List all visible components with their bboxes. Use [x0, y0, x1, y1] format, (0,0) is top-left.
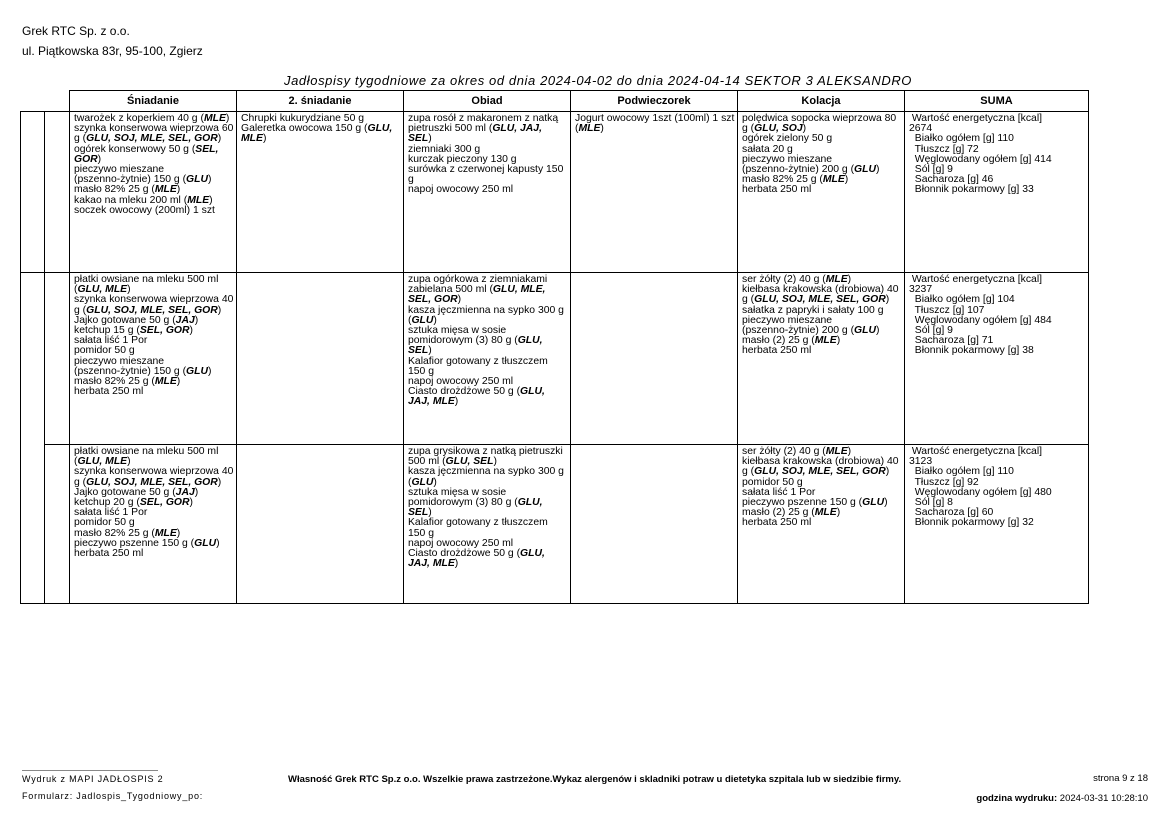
meal-line	[74, 387, 232, 397]
company-name: Grek RTC Sp. z o.o.	[22, 24, 130, 38]
meal-text: )	[225, 113, 230, 124]
meal-line	[74, 549, 232, 559]
nutrition-line: Węglowodany ogółem [g] 484	[909, 314, 1052, 326]
meal-cell	[571, 273, 738, 445]
allergen-code: MLE	[578, 123, 601, 135]
meal-cell	[70, 445, 237, 604]
meal-text: )	[600, 123, 604, 135]
allergen-code: GLU	[862, 497, 885, 509]
allergen-code: MLE	[241, 133, 263, 145]
meal-text: )	[802, 123, 807, 135]
meal-text: kiełbasa krakowska (drobiowa) 40	[742, 456, 899, 468]
meal-text: sztuka mięsa w sosie	[408, 325, 507, 337]
meal-text: napoj owocowy 250 ml	[408, 184, 514, 196]
meal-text: pieczywo mieszane	[742, 153, 833, 165]
meal-text: ketchup 20 g (	[74, 497, 140, 509]
meal-text: herbata 250 ml	[74, 386, 144, 398]
meal-text: )	[176, 184, 181, 196]
allergen-code: GLU, SOJ, MLE, SEL, GOR	[86, 133, 218, 145]
allergen-code: SEL, GOR	[408, 294, 458, 306]
nutrition-line: 2674	[909, 123, 933, 135]
allergen-code: GLU, SOJ, MLE, SEL, GOR	[86, 304, 218, 316]
meal-text: zupa ogórkowa z ziemniakami	[408, 274, 548, 285]
meal-line	[575, 124, 733, 134]
meal-text: sałata liść 1 Por	[74, 335, 148, 347]
meal-text: zabielana 500 ml (	[408, 284, 493, 296]
meal-text: herbata 250 ml	[742, 184, 812, 196]
nutrition-line: Tłuszcz [g] 107	[909, 304, 985, 316]
meal-text: sałata liść 1 Por	[74, 507, 148, 519]
allergen-code: GLU	[186, 365, 208, 377]
meal-text: )	[875, 325, 880, 337]
meal-cell	[70, 112, 237, 273]
meal-text: napoj owocowy 250 ml	[408, 537, 514, 549]
meal-text: )	[176, 376, 181, 388]
meal-text: (	[575, 123, 579, 135]
meal-text: g (	[74, 133, 87, 145]
allergen-code: GLU	[186, 174, 208, 186]
footer-ownership-note: Własność Grek RTC Sp.z o.o. Wszelkie prawa zastrzeżone.Wykaz alergenów i skladniki potraw u dietetyka szpitala lub w siedzibie firmy.	[288, 774, 902, 785]
allergen-code: GOR	[74, 153, 98, 165]
meal-cell	[237, 445, 404, 604]
meal-text: )	[262, 133, 267, 145]
nutrition-line: Błonnik pokarmowy [g] 38	[909, 345, 1034, 357]
allergen-code: GLU,	[520, 386, 545, 398]
meal-text: Ciasto drożdżowe 50 g (	[408, 548, 521, 560]
meal-text: )	[875, 164, 880, 176]
meal-cell	[404, 273, 571, 445]
meal-text: Kalafior gotowany z tłuszczem	[408, 517, 548, 529]
meal-text: polędwica sopocka wieprzowa 80	[742, 113, 897, 124]
meal-text: szynka konserwowa wieprzowa 40	[74, 294, 234, 306]
meal-text: płatki owsiane na mleku 500 ml	[74, 446, 219, 457]
allergen-code: JAJ	[175, 314, 195, 326]
print-time: 2024-03-31 10:28:10	[1059, 793, 1148, 804]
allergen-code: SEL, GOR	[139, 497, 190, 509]
sum-cell	[905, 112, 1089, 273]
col-header-podwieczorek: Podwieczorek	[571, 91, 738, 112]
col-header-obiad: Obiad	[404, 91, 571, 112]
meal-text: sałatka z papryki i sałaty 100 g	[742, 304, 884, 316]
nutrition-line: Białko ogółem [g] 110	[909, 466, 1014, 478]
meal-text: )	[885, 294, 890, 306]
allergen-code: JAJ, MLE	[408, 396, 455, 408]
meal-line	[742, 185, 900, 195]
meal-text: pieczywo mieszane	[742, 314, 833, 326]
meal-text: g (	[742, 294, 755, 306]
meal-text: ogórek konserwowy 50 g (	[74, 143, 196, 155]
meal-text: )	[836, 507, 841, 519]
meal-cell	[738, 112, 905, 273]
nutrition-line: Sacharoza [g] 60	[909, 507, 994, 519]
nutrition-line: Węglowodany ogółem [g] 480	[909, 486, 1052, 498]
allergen-code: JAJ, MLE	[408, 558, 455, 570]
meal-cell	[237, 112, 404, 273]
allergen-code: GLU,	[517, 335, 543, 347]
nutrition-line: Sól [g] 8	[909, 497, 953, 509]
meal-text: g (	[742, 466, 755, 478]
nutrition-line: Węglowodany ogółem [g] 414	[909, 153, 1052, 165]
meal-text: (pszenno-żytnie) 200 g (	[742, 325, 855, 337]
diet-group-cell	[45, 273, 70, 445]
company-address: ul. Piątkowska 83r, 95-100, Zgierz	[22, 44, 203, 58]
meal-text: )	[454, 396, 459, 408]
nutrition-line: Błonnik pokarmowy [g] 33	[909, 184, 1034, 196]
meal-text: surówka z czerwonej kapusty 150	[408, 164, 564, 176]
meal-line	[241, 134, 399, 144]
meal-text: szynka konserwowa wieprzowa 40	[74, 466, 234, 478]
meal-line	[408, 185, 566, 195]
meal-text: )	[194, 486, 199, 498]
sum-cell	[905, 273, 1089, 445]
meal-text: zupa rosół z makaronem z natką	[408, 113, 559, 124]
meal-text: g (	[74, 476, 87, 488]
footer-print-source: Wydruk z MAPI JADŁOSPIS 2	[22, 774, 164, 784]
meal-text: 150 g	[408, 365, 435, 377]
col-header-2-sniadanie: 2. śniadanie	[237, 91, 404, 112]
meal-text: pomidor 50 g	[74, 517, 135, 529]
meal-text: )	[433, 476, 437, 488]
allergen-code: GLU, MLE	[77, 456, 128, 468]
meal-cell	[237, 273, 404, 445]
meal-text: napoj owocowy 250 ml	[408, 376, 514, 388]
allergen-code: MLE	[154, 527, 177, 539]
sum-cell	[905, 445, 1089, 604]
footer-rule	[22, 770, 158, 771]
meal-cell	[404, 445, 571, 604]
meal-text: )	[217, 304, 222, 316]
meal-text: Chrupki kukurydziane 50 g	[241, 113, 365, 124]
allergen-code: GLU, SEL	[445, 456, 494, 468]
meal-text: )	[217, 476, 222, 488]
meal-text: )	[428, 507, 432, 519]
allergen-code: GLU, SOJ, MLE, SEL, GOR	[86, 476, 218, 488]
allergen-code: GLU	[411, 314, 434, 326]
meal-text: )	[127, 284, 131, 296]
meal-line	[408, 559, 566, 569]
meal-line	[408, 336, 566, 346]
meal-cell	[571, 445, 738, 604]
meal-line	[408, 124, 566, 134]
allergen-code: JAJ	[175, 486, 195, 498]
meal-text: szynka konserwowa wieprzowa 60	[74, 123, 234, 135]
allergen-code: GLU, SOJ, MLE, SEL, GOR	[754, 294, 886, 306]
meal-text: g	[408, 174, 414, 186]
allergen-code: GLU, JAJ,	[492, 123, 542, 135]
allergen-code: GLU,	[520, 548, 545, 560]
page-number: strona 9 z 18	[1093, 773, 1148, 784]
meal-text: ser żółty (2) 40 g (	[742, 446, 826, 457]
meal-text: sztuka mięsa w sosie	[408, 486, 507, 498]
meal-text: g (	[74, 304, 87, 316]
meal-text: )	[127, 456, 131, 468]
meal-line	[408, 397, 566, 407]
nutrition-line: 3237	[909, 284, 933, 296]
meal-text: płatki owsiane na mleku 500 ml	[74, 274, 219, 285]
allergen-code: GLU, SOJ, MLE, SEL, GOR	[754, 466, 886, 478]
meal-text: pomidorowym (3) 80 g (	[408, 335, 518, 347]
meal-text: masło (2) 25 g (	[742, 335, 815, 347]
meal-text: pieczywo mieszane	[74, 164, 165, 176]
meal-text: (pszenno-żytnie) 150 g (	[74, 365, 187, 377]
meal-text: masło (2) 25 g (	[742, 507, 815, 519]
menu-row	[21, 445, 1089, 604]
meal-text: twarożek z koperkiem 40 g (	[74, 113, 204, 124]
diet-group-cell	[45, 445, 70, 604]
document-title: Jadłospisy tygodniowe za okres od dnia 2024-04-02 do dnia 2024-04-14 SEKTOR 3 ALEKSANDRO	[284, 73, 913, 88]
meal-text: )	[836, 335, 841, 347]
col-header-kolacja: Kolacja	[738, 91, 905, 112]
meal-line	[408, 165, 566, 175]
meal-text: (	[74, 284, 78, 296]
allergen-code: GLU,	[517, 497, 543, 509]
meal-cell	[738, 445, 905, 604]
allergen-code: GLU, MLE	[77, 284, 128, 296]
allergen-code: MLE	[814, 335, 837, 347]
nutrition-line: Wartość energetyczna [kcal]	[909, 446, 1043, 457]
meal-text: )	[884, 497, 888, 509]
meal-cell	[738, 273, 905, 445]
meal-text: )	[844, 174, 849, 186]
meal-text: masło 82% 25 g (	[74, 184, 155, 196]
allergen-code: MLE	[187, 194, 210, 206]
meal-text: )	[847, 274, 852, 285]
weekly-menu-table	[20, 90, 1089, 604]
meal-text: sałata 20 g	[742, 143, 793, 155]
allergen-code: SEL	[408, 507, 429, 519]
header-blank	[21, 91, 70, 112]
diet-group-cell	[45, 112, 70, 273]
nutrition-line: Wartość energetyczna [kcal]	[909, 274, 1043, 285]
meal-text: kurczak pieczony 130 g	[408, 153, 517, 165]
nutrition-line: Sól [g] 9	[909, 325, 953, 337]
meal-text: pomidor 50 g	[74, 345, 135, 357]
meal-text: (pszenno-żytnie) 200 g (	[742, 164, 855, 176]
col-header-sniadanie: Śniadanie	[70, 91, 237, 112]
meal-text: )	[428, 133, 432, 145]
meal-text: masło 82% 25 g (	[74, 527, 155, 539]
meal-text: Jajko gotowane 50 g (	[74, 486, 176, 498]
meal-text: Jajko gotowane 50 g (	[74, 314, 176, 326]
meal-text: (	[408, 314, 412, 326]
meal-text: soczek owocowy (200ml) 1 szt	[74, 204, 215, 216]
nutrition-line: Białko ogółem [g] 104	[909, 294, 1015, 306]
footer-form-name: Formularz: Jadlospis_Tygodniowy_po:	[22, 791, 204, 801]
meal-text: (pszenno-żytnie) 150 g (	[74, 174, 187, 186]
nutrition-line: 3123	[909, 456, 933, 468]
day-date-cell	[21, 112, 45, 273]
allergen-code: MLE	[822, 174, 845, 186]
meal-text: pieczywo mieszane	[74, 355, 165, 367]
meal-text: )	[189, 325, 193, 337]
nutrition-line: Białko ogółem [g] 110	[909, 133, 1014, 145]
meal-text: kasza jęczmienna na sypko 300 g	[408, 466, 564, 478]
meal-line	[742, 518, 900, 528]
allergen-code: SEL,	[195, 143, 219, 155]
menu-row	[21, 273, 1089, 445]
meal-text: )	[176, 527, 181, 539]
allergen-code: GLU	[854, 325, 876, 337]
meal-text: )	[217, 133, 222, 145]
print-timestamp	[976, 793, 1148, 804]
meal-text: pieczywo pszenne 150 g (	[742, 497, 863, 509]
meal-text: (	[74, 456, 78, 468]
menu-row	[21, 112, 1089, 273]
meal-text: )	[97, 153, 102, 165]
meal-text: )	[428, 345, 432, 357]
meal-text: )	[209, 194, 213, 206]
meal-text: )	[885, 466, 890, 478]
meal-text: herbata 250 ml	[74, 548, 144, 560]
allergen-code: GLU, SOJ	[754, 123, 803, 135]
meal-text: )	[847, 446, 852, 457]
meal-line	[74, 206, 232, 216]
meal-text: ogórek zielony 50 g	[742, 133, 833, 145]
meal-cell	[571, 112, 738, 273]
col-header-suma: SUMA	[905, 91, 1089, 112]
meal-text: herbata 250 ml	[742, 345, 812, 357]
allergen-code: GLU	[194, 537, 217, 549]
meal-text: )	[216, 537, 220, 549]
nutrition-line: Błonnik pokarmowy [g] 32	[909, 517, 1034, 529]
allergen-code: SEL	[408, 345, 429, 357]
meal-text: herbata 250 ml	[742, 517, 812, 529]
allergen-code: GLU,	[367, 123, 393, 135]
meal-text: )	[207, 174, 212, 186]
meal-text: )	[493, 456, 497, 468]
nutrition-line: Tłuszcz [g] 72	[909, 143, 979, 155]
meal-cell	[70, 273, 237, 445]
meal-text: kasza jęczmienna na sypko 300 g	[408, 304, 564, 316]
allergen-code: MLE	[203, 113, 226, 124]
nutrition-line: Sacharoza [g] 71	[909, 335, 994, 347]
allergen-code: MLE	[154, 376, 177, 388]
meal-text: ketchup 15 g (	[74, 325, 140, 337]
meal-text: ser żółty (2) 40 g (	[742, 274, 826, 285]
day-date-cell	[21, 273, 45, 604]
allergen-code: MLE	[154, 184, 177, 196]
allergen-code: GLU, MLE,	[492, 284, 546, 296]
meal-text: g (	[742, 123, 755, 135]
meal-text: (	[408, 476, 412, 488]
allergen-code: SEL, GOR	[139, 325, 190, 337]
meal-line	[408, 498, 566, 508]
meal-text: )	[457, 294, 462, 306]
meal-text: sałata liść 1 Por	[742, 486, 816, 498]
meal-text: Jogurt owocowy 1szt (100ml) 1 szt	[575, 113, 735, 124]
nutrition-line: Wartość energetyczna [kcal]	[909, 113, 1043, 124]
allergen-code: GLU	[411, 476, 434, 488]
nutrition-line: Sól [g] 9	[909, 164, 953, 176]
allergen-code: MLE	[825, 446, 848, 457]
meal-text: pieczywo pszenne 150 g (	[74, 537, 195, 549]
meal-text: 500 ml (	[408, 456, 446, 468]
meal-text: )	[189, 497, 193, 509]
meal-text: )	[207, 365, 212, 377]
meal-text: )	[454, 558, 459, 570]
meal-text: Ciasto drożdżowe 50 g (	[408, 386, 521, 398]
meal-text: Kalafior gotowany z tłuszczem	[408, 355, 548, 367]
meal-text: pietruszki 500 ml (	[408, 123, 493, 135]
print-label: godzina wydruku:	[976, 793, 1058, 804]
meal-text: zupa grysikowa z natką pietruszki	[408, 446, 563, 457]
allergen-code: GLU	[854, 164, 876, 176]
meal-text: kiełbasa krakowska (drobiowa) 40	[742, 284, 899, 296]
meal-text: Galeretka owocowa 150 g (	[241, 123, 368, 135]
allergen-code: SEL	[408, 133, 429, 145]
meal-text: ziemniaki 300 g	[408, 143, 481, 155]
allergen-code: MLE	[825, 274, 848, 285]
meal-line	[742, 346, 900, 356]
meal-text: )	[433, 314, 437, 326]
nutrition-line: Sacharoza [g] 46	[909, 174, 994, 186]
meal-text: kakao na mleku 200 ml (	[74, 194, 188, 206]
meal-text: pomidor 50 g	[742, 476, 803, 488]
meal-text: masło 82% 25 g (	[74, 376, 155, 388]
allergen-code: MLE	[814, 507, 837, 519]
header-row	[21, 91, 1089, 112]
meal-text: )	[194, 314, 199, 326]
meal-text: pomidorowym (3) 80 g (	[408, 497, 518, 509]
meal-text: 150 g	[408, 527, 435, 539]
meal-text: masło 82% 25 g (	[742, 174, 823, 186]
meal-cell	[404, 112, 571, 273]
nutrition-line: Tłuszcz [g] 92	[909, 476, 979, 488]
